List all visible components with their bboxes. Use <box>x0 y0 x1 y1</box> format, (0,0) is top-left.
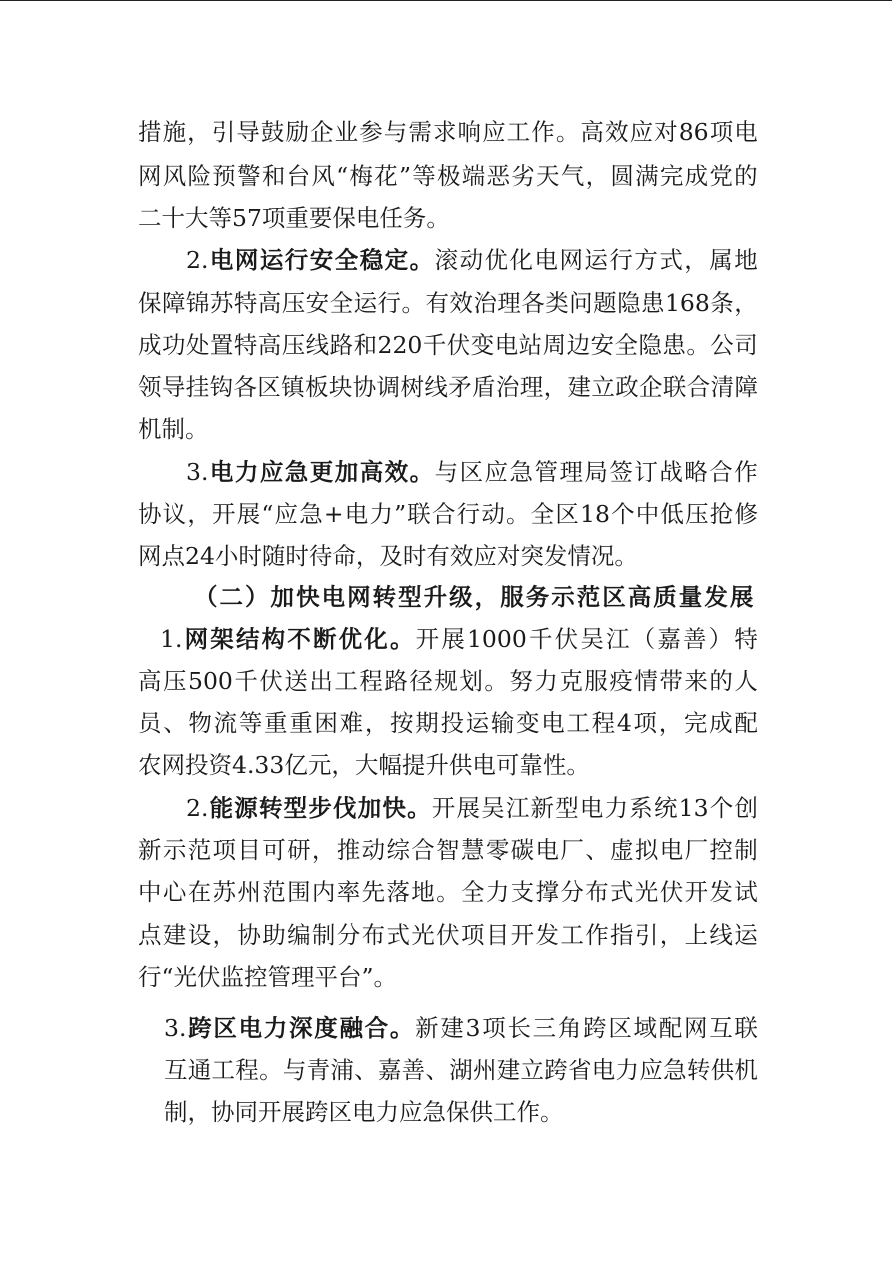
subsection-heading: （ 二 ） 加 快 电 网 转 型 升 级 ， 服 务 示 范 区 高 质 量 发 展 <box>194 583 754 611</box>
text-line: 行 “ 光 伏 监 控 管 理 平 台 ” 。 <box>138 963 398 991</box>
text-line: 高 压 500 千 伏 送 出 工 程 路 径 规 划 。 努 力 克 服 疫 情 带 来 的 人 <box>138 667 758 695</box>
section-heading-emergency: 3. 电 力 应 急 更 加 高 效 。 与 区 应 急 管 理 局 签 订 战 略 合 作 <box>186 458 758 486</box>
page-top-border <box>0 0 892 1</box>
text-line: 机 制 。 <box>138 415 209 443</box>
section-heading-energy-transition: 2. 能 源 转 型 步 伐 加 快 。 开 展 吴 江 新 型 电 力 系 统 13 个 创 <box>186 794 758 822</box>
section-heading-grid-structure: 1. 网 架 结 构 不 断 优 化 。 开 展 1000 千 伏 吴 江 （ 嘉 善 ） 特 <box>160 625 758 653</box>
text-line: 制 ， 协 同 开 展 跨 区 电 力 应 急 保 供 工 作 。 <box>164 1098 564 1126</box>
text-line: 点 建 设 ， 协 助 编 制 分 布 式 光 伏 项 目 开 发 工 作 指 引 ， 上 线 运 <box>138 921 758 949</box>
text-line: 领 导 挂 钩 各 区 镇 板 块 协 调 树 线 矛 盾 治 理 ， 建 立 政 企 联 合 清 障 <box>138 373 758 401</box>
text-line: 中 心 在 苏 州 范 围 内 率 先 落 地 。 全 力 支 撑 分 布 式 光 伏 开 发 试 <box>138 878 758 906</box>
text-line: 保 障 锦 苏 特 高 压 安 全 运 行 。 有 效 治 理 各 类 问 题 隐 患 168 条 ， <box>138 289 758 317</box>
text-line: 二 十 大 等 57 项 重 要 保 电 任 务 。 <box>138 204 450 232</box>
text-line: 新 示 范 项 目 可 研 ， 推 动 综 合 智 慧 零 碳 电 厂 、 虚 拟 电 厂 控 制 <box>138 836 758 864</box>
text-line: 网 风 险 预 警 和 台 风 “ 梅 花 ” 等 极 端 恶 劣 天 气 ， 圆 满 完 成 党 的 <box>138 162 758 190</box>
section-heading-cross-region: 3. 跨 区 电 力 深 度 融 合 。 新 建 3 项 长 三 角 跨 区 域 配 网 互 联 <box>164 1014 758 1042</box>
text-line: 互 通 工 程 。 与 青 浦 、 嘉 善 、 湖 州 建 立 跨 省 电 力 应 急 转 供 机 <box>164 1056 758 1084</box>
text-line: 网 点 24 小 时 随 时 待 命 ， 及 时 有 效 应 对 突 发 情 况 。 <box>138 542 638 570</box>
text-line: 农 网 投 资 4.33 亿 元 ， 大 幅 提 升 供 电 可 靠 性 。 <box>138 751 590 779</box>
section-heading-grid-safety: 2. 电 网 运 行 安 全 稳 定 。 滚 动 优 化 电 网 运 行 方 式 ， 属 地 <box>186 246 758 274</box>
text-line: 员 、 物 流 等 重 重 困 难 ， 按 期 投 运 输 变 电 工 程 4 项 ， 完 成 配 <box>138 709 758 737</box>
text-line: 措 施 ， 引 导 鼓 励 企 业 参 与 需 求 响 应 工 作 。 高 效 应 对 86 项 电 <box>138 118 758 146</box>
text-line: 成 功 处 置 特 高 压 线 路 和 220 千 伏 变 电 站 周 边 安 全 隐 患 。 公 司 <box>138 331 758 359</box>
text-line: 协 议 ， 开 展 “ 应 急 + 电 力 ” 联 合 行 动 。 全 区 18 个 中 低 压 抢 修 <box>138 500 758 528</box>
